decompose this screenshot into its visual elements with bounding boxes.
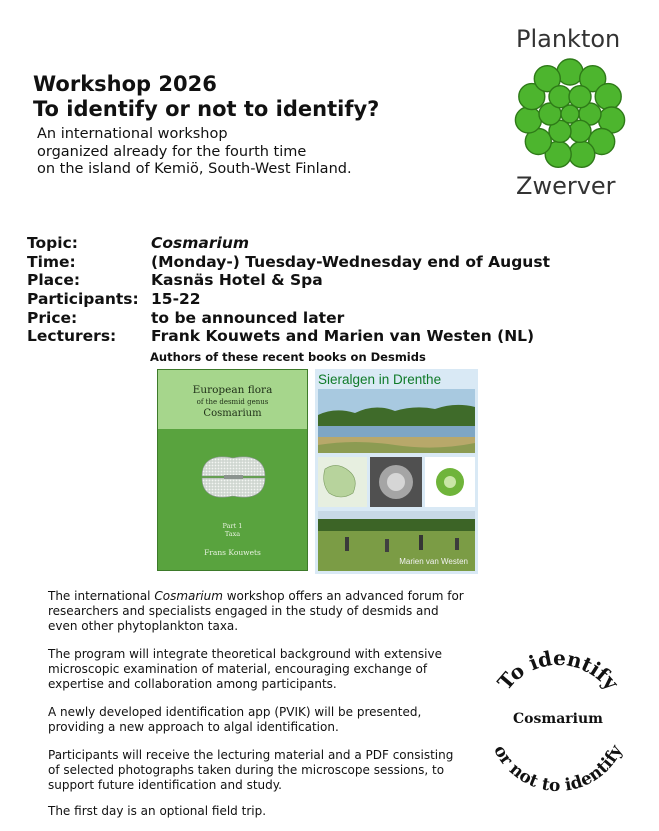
intro-text: [37, 126, 352, 179]
plankton-zwerver-logo-icon: [510, 54, 630, 174]
info-label: Place:: [27, 271, 81, 290]
book1-title-panel: [158, 370, 307, 429]
book1-title-line: Cosmarium: [203, 408, 262, 419]
book1-part-line: Taxa: [224, 530, 241, 538]
p1-text: The international: [48, 589, 155, 603]
authors-note: Authors of these recent books on Desmids: [150, 350, 426, 364]
workshop-title: [33, 72, 379, 122]
logo-inner-lobe: [549, 86, 571, 108]
logo-outer-lobe: [569, 141, 595, 167]
info-value: 15-22: [151, 290, 201, 309]
book2-photo-collage: [315, 369, 478, 574]
paragraph-app: A newly developed identification app (PVIK) will be presented, providing a new approach to algal identification.: [48, 705, 422, 734]
cosmarium-cell-image: [196, 452, 271, 502]
book-cover-european-flora: [157, 369, 308, 571]
book1-author: Frans Kouwets: [204, 548, 261, 557]
book2-title: Sieralgen in Drenthe: [318, 372, 442, 387]
paragraph-program: The program will integrate theoretical background with extensive microscopic examination of material, encouraging exchange of expertise and collaboration among participants.: [48, 647, 442, 691]
circular-stamp: [478, 645, 638, 805]
book1-title-line: of the desmid genus: [196, 398, 269, 406]
intro-line: on the island of Kemiö, South-West Finland.: [37, 161, 352, 177]
logo-outer-lobe: [557, 59, 583, 85]
logo-text-top: Plankton: [516, 25, 621, 53]
logo-outer-lobe: [515, 107, 541, 133]
intro-line: organized already for the fourth time: [37, 143, 307, 160]
book1-part-line: Part 1: [222, 522, 243, 530]
info-value: Cosmarium: [151, 234, 250, 252]
info-label: Time:: [27, 252, 76, 271]
info-label: Participants:: [27, 290, 139, 309]
paragraph-material: Participants will receive the lecturing material and a PDF consisting of selected photographs taken during the microscope sessions, to support future identification and study.: [48, 748, 454, 792]
logo-outer-lobe: [595, 84, 621, 110]
p1-italic: Cosmarium: [154, 589, 223, 603]
book-cover-sieralgen: [315, 369, 478, 574]
book1-title-line: European flora: [192, 384, 273, 396]
stamp-center: Cosmarium: [513, 711, 603, 727]
info-value: to be announced later: [151, 308, 345, 327]
p1-text: workshop offers an advanced forum for researchers and specialists engaged in the study of desmids and even other phytoplankton taxa.: [48, 589, 464, 633]
info-value: (Monday-) Tuesday-Wednesday end of August: [151, 252, 550, 271]
logo-inner-lobe: [569, 86, 591, 108]
title-line-1: Workshop 2026: [33, 72, 217, 96]
logo-center: [561, 105, 579, 123]
stamp-top-arc: To identify: [492, 645, 624, 695]
title-line-2: To identify or not to identify?: [33, 97, 380, 121]
stamp-bottom-arc: or not to identify: [489, 741, 627, 797]
book2-author: Marien van Westen: [399, 557, 468, 566]
info-value: Kasnäs Hotel & Spa: [151, 271, 323, 290]
book1-part-label: [158, 522, 307, 538]
info-label: Lecturers:: [27, 327, 117, 346]
paragraph-field-trip: The first day is an optional field trip.: [48, 804, 267, 818]
logo-text-bottom: Zwerver: [516, 172, 616, 200]
info-label: Price:: [27, 308, 78, 327]
paragraph-forum: [48, 589, 468, 634]
intro-line: An international workshop: [37, 126, 228, 142]
info-label: Topic:: [27, 234, 78, 252]
logo-inner-lobe: [569, 120, 591, 142]
info-value: Frank Kouwets and Marien van Westen (NL): [151, 327, 535, 346]
